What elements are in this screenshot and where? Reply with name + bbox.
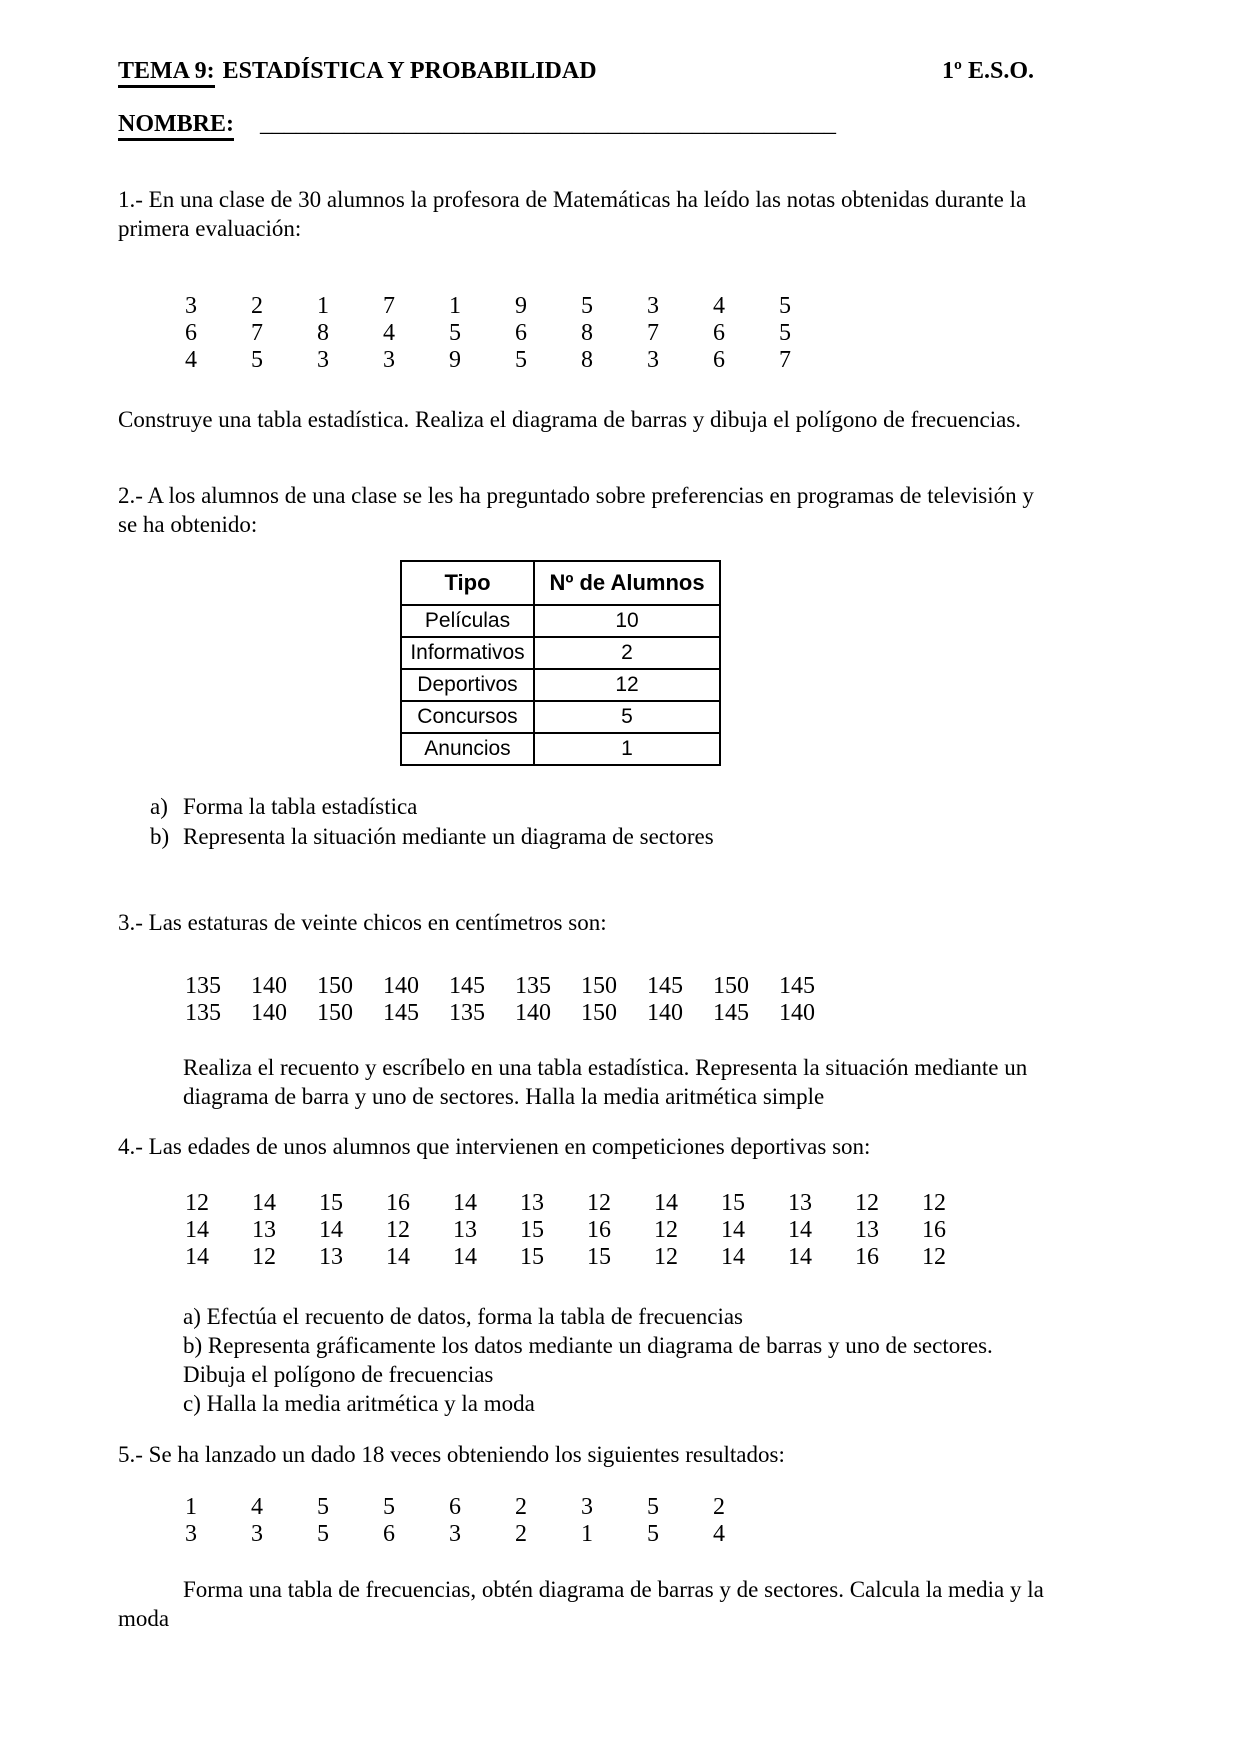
data-cell: 13 (788, 1190, 812, 1216)
data-cell: 3 (317, 347, 329, 373)
data-cell: 150 (317, 1000, 353, 1026)
data-cell: 2 (251, 293, 263, 319)
page-header (118, 58, 1056, 85)
data-row (185, 293, 1056, 320)
exercise-3-data-grid (185, 973, 1056, 1027)
data-cell: 15 (587, 1244, 611, 1270)
data-cell: 14 (386, 1244, 410, 1270)
data-row (185, 1244, 1056, 1271)
data-cell: 4 (713, 1521, 725, 1547)
instruction-line-1: Forma una tabla de frecuencias, obtén diagrama de barras y de sectores. Calcula la media y la (183, 1577, 1044, 1602)
data-cell: 16 (587, 1217, 611, 1243)
data-cell: 14 (721, 1217, 745, 1243)
exercise-4-item-c: c) Halla la media aritmética y la moda (183, 1391, 535, 1416)
data-cell: 12 (386, 1217, 410, 1243)
data-cell: 1 (449, 293, 461, 319)
data-cell: 4 (383, 320, 395, 346)
data-cell: 14 (185, 1217, 209, 1243)
data-cell: 13 (520, 1190, 544, 1216)
title-topic-text: ESTADÍSTICA Y PROBABILIDAD (222, 58, 597, 84)
data-cell: 5 (647, 1521, 659, 1547)
data-cell: 14 (654, 1190, 678, 1216)
table-row (401, 733, 720, 765)
data-cell: 1 (317, 293, 329, 319)
item-letter: b) (150, 824, 170, 849)
exercise-4-item-a: a) Efectúa el recuento de datos, forma la tabla de frecuencias (183, 1304, 743, 1329)
data-cell: 5 (779, 293, 791, 319)
data-cell: 140 (383, 973, 419, 999)
table-cell-tipo: Deportivos (401, 669, 534, 701)
data-cell: 8 (317, 320, 329, 346)
data-cell: 145 (449, 973, 485, 999)
data-cell: 12 (855, 1190, 879, 1216)
exercise-4-statement: 4.- Las edades de unos alumnos que intervienen en competiciones deportivas son: (118, 1134, 871, 1159)
table-cell-count: 1 (534, 733, 720, 765)
data-cell: 6 (185, 320, 197, 346)
exercise-1-instruction: Construye una tabla estadística. Realiza el diagrama de barras y dibuja el polígono de frecuencias. (118, 407, 1022, 432)
data-cell: 9 (449, 347, 461, 373)
data-row (185, 1521, 1056, 1548)
data-cell: 5 (383, 1494, 395, 1520)
data-cell: 150 (581, 973, 617, 999)
data-cell: 135 (185, 973, 221, 999)
name-fill-line: ________________________________________________ (260, 111, 836, 137)
exercise-2-items (118, 792, 1056, 852)
data-cell: 14 (252, 1190, 276, 1216)
data-cell: 15 (319, 1190, 343, 1216)
data-cell: 14 (788, 1217, 812, 1243)
exercise-2-item-b (150, 822, 1056, 852)
data-cell: 140 (647, 1000, 683, 1026)
data-cell: 12 (654, 1217, 678, 1243)
data-cell: 4 (713, 293, 725, 319)
data-cell: 12 (587, 1190, 611, 1216)
data-cell: 9 (515, 293, 527, 319)
data-cell: 135 (515, 973, 551, 999)
data-cell: 1 (185, 1494, 197, 1520)
exercise-4-item-b: b) Representa gráficamente los datos mediante un diagrama de barras y uno de sectores. Dibuja el polígono de frecuencias (183, 1333, 993, 1387)
table-row (401, 701, 720, 733)
data-cell: 6 (515, 320, 527, 346)
page-title (118, 58, 597, 85)
table-row (401, 669, 720, 701)
data-cell: 7 (251, 320, 263, 346)
data-cell: 135 (449, 1000, 485, 1026)
data-cell: 7 (779, 347, 791, 373)
table-cell-count: 5 (534, 701, 720, 733)
data-cell: 15 (520, 1244, 544, 1270)
course-label: 1º E.S.O. (942, 58, 1034, 84)
data-cell: 6 (449, 1494, 461, 1520)
data-cell: 7 (383, 293, 395, 319)
exercise-5-instruction (118, 1575, 1056, 1633)
exercise-3-instruction: Realiza el recuento y escríbelo en una tabla estadística. Representa la situación mediante un diagrama de barra y uno de sectores. Halla la media aritmética simple (183, 1055, 1028, 1109)
data-cell: 12 (922, 1190, 946, 1216)
data-cell: 5 (647, 1494, 659, 1520)
data-cell: 14 (453, 1190, 477, 1216)
data-cell: 13 (252, 1217, 276, 1243)
table-row (401, 637, 720, 669)
data-cell: 6 (383, 1521, 395, 1547)
table-cell-count: 2 (534, 637, 720, 669)
exercise-4-items (183, 1302, 1056, 1418)
data-row (185, 973, 1056, 1000)
exercise-4-data-grid (185, 1190, 1056, 1271)
data-cell: 145 (713, 1000, 749, 1026)
name-label: NOMBRE: (118, 111, 234, 141)
exercise-5-data-grid (185, 1494, 1056, 1548)
table-header-tipo: Tipo (401, 561, 534, 605)
data-cell: 145 (383, 1000, 419, 1026)
data-cell: 14 (185, 1244, 209, 1270)
data-cell: 6 (713, 347, 725, 373)
data-cell: 14 (721, 1244, 745, 1270)
data-cell: 140 (251, 1000, 287, 1026)
exercise-1-statement: 1.- En una clase de 30 alumnos la profesora de Matemáticas ha leído las notas obtenidas durante la primera evaluación: (118, 187, 1027, 241)
data-cell: 16 (855, 1244, 879, 1270)
data-cell: 7 (647, 320, 659, 346)
data-cell: 2 (515, 1521, 527, 1547)
data-cell: 1 (581, 1521, 593, 1547)
table-cell-tipo: Concursos (401, 701, 534, 733)
data-cell: 3 (581, 1494, 593, 1520)
title-topic-label: TEMA 9: (118, 58, 215, 88)
data-cell: 3 (383, 347, 395, 373)
data-cell: 5 (251, 347, 263, 373)
data-cell: 3 (449, 1521, 461, 1547)
data-cell: 3 (185, 1521, 197, 1547)
data-row (185, 1000, 1056, 1027)
table-cell-count: 10 (534, 605, 720, 637)
data-cell: 5 (779, 320, 791, 346)
data-cell: 13 (855, 1217, 879, 1243)
exercise-2-statement: 2.- A los alumnos de una clase se les ha preguntado sobre preferencias en programas de televisión y se ha obtenido: (118, 483, 1034, 537)
exercise-2-item-a (150, 792, 1056, 822)
data-cell: 140 (515, 1000, 551, 1026)
table-cell-tipo: Anuncios (401, 733, 534, 765)
instruction-line-2: moda (118, 1606, 170, 1631)
data-cell: 16 (922, 1217, 946, 1243)
table-row (401, 605, 720, 637)
table-header-alumnos: Nº de Alumnos (534, 561, 720, 605)
data-cell: 3 (251, 1521, 263, 1547)
tv-preferences-table (400, 560, 721, 766)
item-letter: a) (150, 794, 168, 819)
data-row (185, 320, 1056, 347)
data-cell: 140 (251, 973, 287, 999)
data-cell: 8 (581, 347, 593, 373)
data-row (185, 1494, 1056, 1521)
data-cell: 145 (779, 973, 815, 999)
data-cell: 150 (713, 973, 749, 999)
table-cell-tipo: Películas (401, 605, 534, 637)
data-cell: 4 (251, 1494, 263, 1520)
exercise-5-statement: 5.- Se ha lanzado un dado 18 veces obteniendo los siguientes resultados: (118, 1442, 785, 1467)
data-cell: 3 (647, 293, 659, 319)
data-cell: 150 (317, 973, 353, 999)
data-cell: 12 (922, 1244, 946, 1270)
data-cell: 5 (515, 347, 527, 373)
name-row (118, 111, 1056, 138)
data-cell: 3 (185, 293, 197, 319)
data-cell: 13 (453, 1217, 477, 1243)
data-cell: 14 (319, 1217, 343, 1243)
data-cell: 8 (581, 320, 593, 346)
data-cell: 145 (647, 973, 683, 999)
table-cell-count: 12 (534, 669, 720, 701)
table-header-row (401, 561, 720, 605)
data-cell: 16 (386, 1190, 410, 1216)
item-text: Representa la situación mediante un diagrama de sectores (183, 824, 714, 849)
data-cell: 2 (515, 1494, 527, 1520)
exercise-3-statement: 3.- Las estaturas de veinte chicos en centímetros son: (118, 910, 607, 935)
data-cell: 5 (449, 320, 461, 346)
data-cell: 135 (185, 1000, 221, 1026)
data-cell: 2 (713, 1494, 725, 1520)
data-row (185, 1190, 1056, 1217)
data-cell: 5 (317, 1521, 329, 1547)
data-cell: 14 (788, 1244, 812, 1270)
data-cell: 140 (779, 1000, 815, 1026)
data-cell: 15 (520, 1217, 544, 1243)
data-cell: 6 (713, 320, 725, 346)
data-cell: 12 (654, 1244, 678, 1270)
data-cell: 5 (317, 1494, 329, 1520)
table-cell-tipo: Informativos (401, 637, 534, 669)
data-cell: 5 (581, 293, 593, 319)
data-row (185, 1217, 1056, 1244)
data-cell: 15 (721, 1190, 745, 1216)
data-cell: 13 (319, 1244, 343, 1270)
exercise-1-data-grid (185, 293, 1056, 374)
data-cell: 12 (252, 1244, 276, 1270)
data-row (185, 347, 1056, 374)
data-cell: 4 (185, 347, 197, 373)
data-cell: 14 (453, 1244, 477, 1270)
data-cell: 150 (581, 1000, 617, 1026)
data-cell: 12 (185, 1190, 209, 1216)
item-text: Forma la tabla estadística (183, 794, 418, 819)
data-cell: 3 (647, 347, 659, 373)
